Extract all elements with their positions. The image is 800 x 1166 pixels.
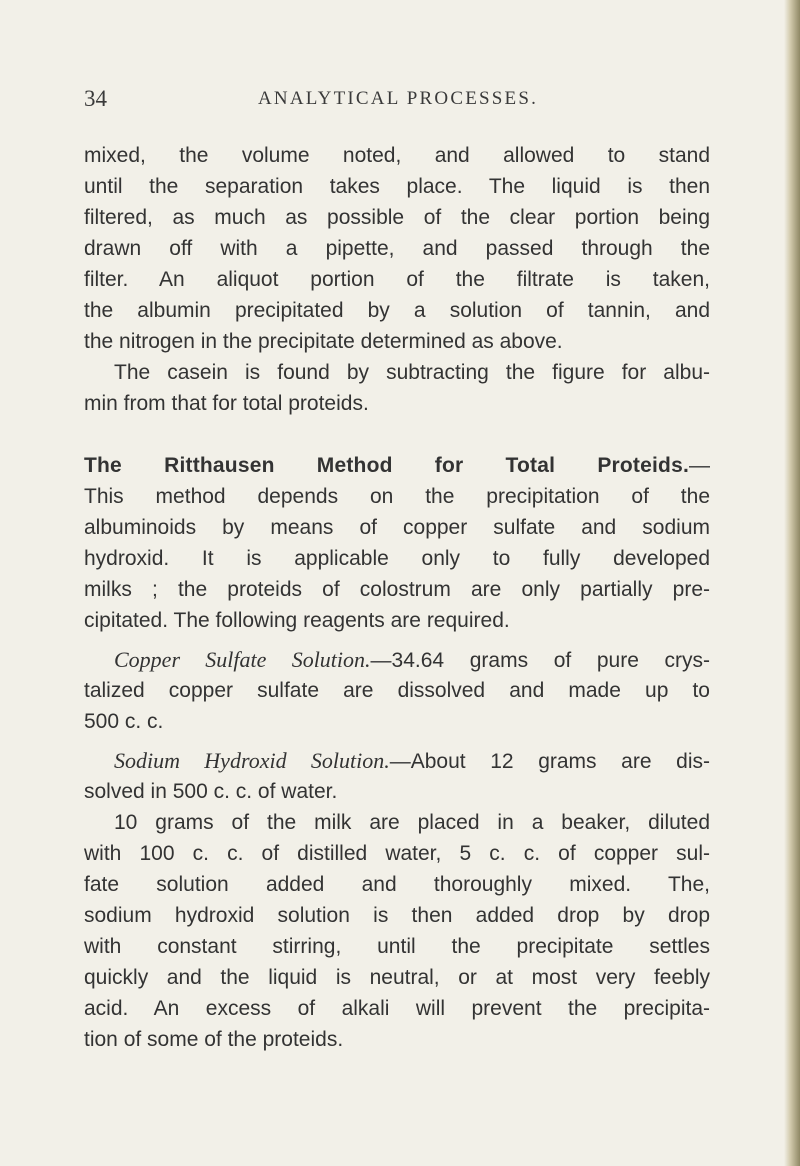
copper-sulfate-label: Copper Sulfate Solution. [114, 647, 371, 672]
sodium-hydroxid-label: Sodium Hydroxid Solution. [114, 748, 390, 773]
text-line: hydroxid. It is applicable only to fully developed [84, 547, 710, 570]
sodium-hydroxid-text: —About 12 grams are dis- [389, 750, 710, 773]
text-line: tion of some of the proteids. [84, 1028, 344, 1051]
text-line: talized copper sulfate are dissolved and made up to [84, 679, 710, 702]
body-text [84, 140, 710, 1055]
page-header [84, 86, 704, 116]
copper-sulfate-text: —34.64 grams of pure crys- [370, 649, 710, 672]
paragraph-spacer [84, 737, 710, 745]
reagent-line [84, 644, 710, 675]
text-line: 500 c. c. [84, 710, 164, 733]
heading-dash: — [689, 454, 710, 477]
section-heading-line [84, 450, 710, 481]
page-edge-shadow [784, 0, 800, 1166]
text-line: solved in 500 c. c. of water. [84, 780, 338, 803]
section-heading: The Ritthausen Method for Total Proteids. [84, 454, 689, 477]
running-title: ANALYTICAL PROCESSES. [258, 88, 539, 109]
text-line: min from that for total proteids. [84, 392, 369, 415]
text-line: This method depends on the precipitation of the [84, 485, 710, 508]
paragraph-spacer [84, 636, 710, 644]
text-line: 10 grams of the milk are placed in a beaker, diluted [114, 811, 710, 834]
text-line: the albumin precipitated by a solution of tannin, and [84, 299, 710, 322]
text-line: with 100 c. c. of distilled water, 5 c. c. of copper sul- [84, 842, 710, 865]
text-line: until the separation takes place. The liquid is then [84, 175, 710, 198]
paragraph-spacer [84, 419, 710, 450]
text-line: quickly and the liquid is neutral, or at most very feebly [84, 966, 710, 989]
text-line: filter. An aliquot portion of the filtrate is taken, [84, 268, 710, 291]
text-line: the nitrogen in the precipitate determined as above. [84, 330, 563, 353]
text-line: sodium hydroxid solution is then added drop by drop [84, 904, 710, 927]
text-line: cipitated. The following reagents are required. [84, 609, 510, 632]
text-line: fate solution added and thoroughly mixed. The, [84, 873, 710, 896]
text-line: milks ; the proteids of colostrum are only partially pre- [84, 578, 710, 601]
text-line: acid. An excess of alkali will prevent the precipita- [84, 997, 710, 1020]
text-line: mixed, the volume noted, and allowed to stand [84, 144, 710, 167]
reagent-line [84, 745, 710, 776]
text-line: albuminoids by means of copper sulfate and sodium [84, 516, 710, 539]
page-number: 34 [84, 86, 107, 111]
text-line: drawn off with a pipette, and passed through the [84, 237, 710, 260]
text-line: with constant stirring, until the precipitate settles [84, 935, 710, 958]
text-line: The casein is found by subtracting the figure for albu- [114, 361, 710, 384]
text-line: filtered, as much as possible of the clear portion being [84, 206, 710, 229]
